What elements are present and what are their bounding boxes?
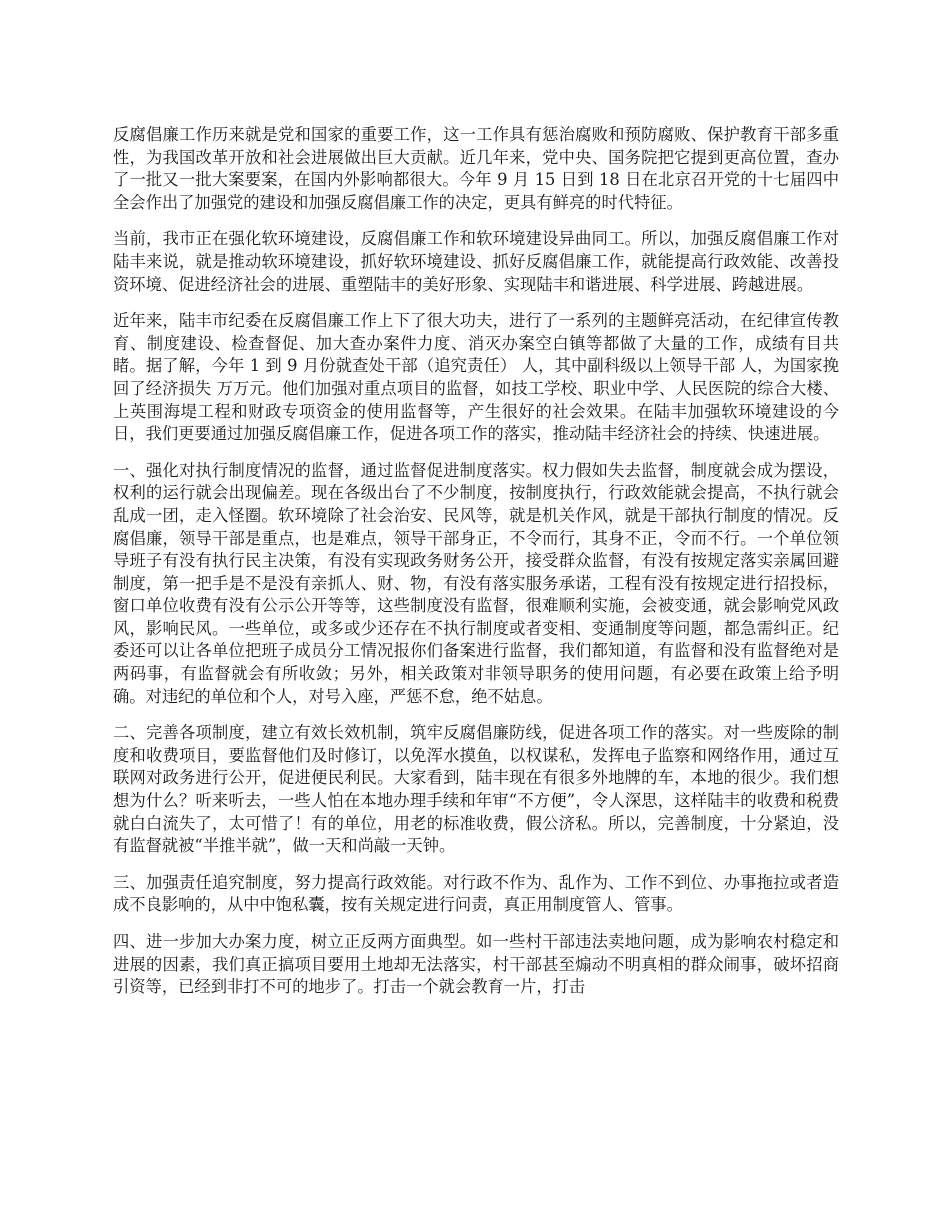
document-body	[113, 124, 839, 1013]
paragraph-point-one: 一、强化对执行制度情况的监督，通过监督促进制度落实。权力假如失去监督，制度就会成为摆设，权利的运行就会出现偏差。现在各级出台了不少制度，按制度执行，行政效能就会提高，不执行就会乱成一团，走入怪圈。软环境除了社会治安、民风等，就是机关作风，就是干部执行制度的情况。反腐倡廉，领导干部是重点，也是难点，领导干部身正，不令而行，其身不正，令而不行。一个单位领导班子有没有执行民主决策，有没有实现政务财务公开，接受群众监督，有没有按规定落实亲属回避制度，第一把手是不是没有亲抓人、财、物，有没有落实服务承诺，工程有没有按规定进行招投标，窗口单位收费有没有公示公开等等，这些制度没有监督，很难顺利实施，会被变通，就会影响党风政风，影响民风。一些单位，或多或少还存在不执行制度或者变相、变通制度等问题，都急需纠正。纪委还可以让各单位把班子成员分工情况报你们备案进行监督，我们都知道，有监督和没有监督绝对是两码事，有监督就会有所收敛；另外，相关政策对非领导职务的使用问题，有必要在政策上给予明确。对违纪的单位和个人，对号入座，严惩不怠，绝不姑息。	[113, 460, 839, 706]
paragraph-intro: 反腐倡廉工作历来就是党和国家的重要工作，这一工作具有惩治腐败和预防腐败、保护教育干部多重性，为我国改革开放和社会进展做出巨大贡献。近几年来，党中央、国务院把它提到更高位置，查办了一批又一批大案要案，在国内外影响都很大。今年 9 月 15 日到 18 日在北京召开党的十七届四中全会作出了加强党的建设和加强反腐倡廉工作的决定，更具有鲜亮的时代特征。	[113, 125, 839, 212]
paragraph-point-two: 二、完善各项制度，建立有效长效机制，筑牢反腐倡廉防线，促进各项工作的落实。对一些废除的制度和收费项目，要监督他们及时修订，以免浑水摸鱼，以权谋私，发挥电子监察和网络作用，通过互联网对政务进行公开，促进便民利民。大家看到，陆丰现在有很多外地牌的车，本地的很少。我们想想为什么？听来听去，一些人怕在本地办理手续和年审“不方便”，令人深思，这样陆丰的收费和税费就白白流失了，太可惜了！有的单位，用老的标准收费，假公济私。所以，完善制度，十分紧迫，没有监督就被“半推半就”，做一天和尚敲一天钟。	[113, 723, 839, 856]
paragraph-point-three: 三、加强责任追究制度，努力提高行政效能。对行政不作为、乱作为、工作不到位、办事拖拉或者造成不良影响的，从中中饱私囊，按有关规定进行问责，真正用制度管人、管事。	[113, 872, 839, 915]
paragraph-achievements: 近年来，陆丰市纪委在反腐倡廉工作上下了很大功夫，进行了一系列的主题鲜亮活动，在纪律宣传教育、制度建设、检查督促、加大查办案件力度、消灭办案空白镇等都做了大量的工作，成绩有目共睹。据了解，今年 1 到 9 月份就查处干部（追究责任） 人，其中副科级以上领导干部 人，为国家挽回了经济损失 万万元。他们加强对重点项目的监督，如技工学校、职业中学、人民医院的综合大楼、上英围海堤工程和财政专项资金的使用监督等，产生很好的社会效果。在陆丰加强软环境建设的今日，我们更要通过加强反腐倡廉工作，促进各项工作的落实，推动陆丰经济社会的持续、快速进展。	[113, 311, 839, 444]
paragraph-point-four: 四、进一步加大办案力度，树立正反两方面典型。如一些村干部违法卖地问题，成为影响农村稳定和进展的因素，我们真正搞项目要用土地却无法落实，村干部甚至煽动不明真相的群众闹事，破坏招商引资等，已经到非打不可的地步了。打击一个就会教育一片，打击	[113, 932, 839, 997]
paragraph-soft-environment: 当前，我市正在强化软环境建设，反腐倡廉工作和软环境建设异曲同工。所以，加强反腐倡廉工作对陆丰来说，就是推动软环境建设，抓好软环境建设、抓好反腐倡廉工作，就能提高行政效能、改善投资环境、促进经济社会的进展、重塑陆丰的美好形象、实现陆丰和谐进展、科学进展、跨越进展。	[113, 229, 839, 294]
